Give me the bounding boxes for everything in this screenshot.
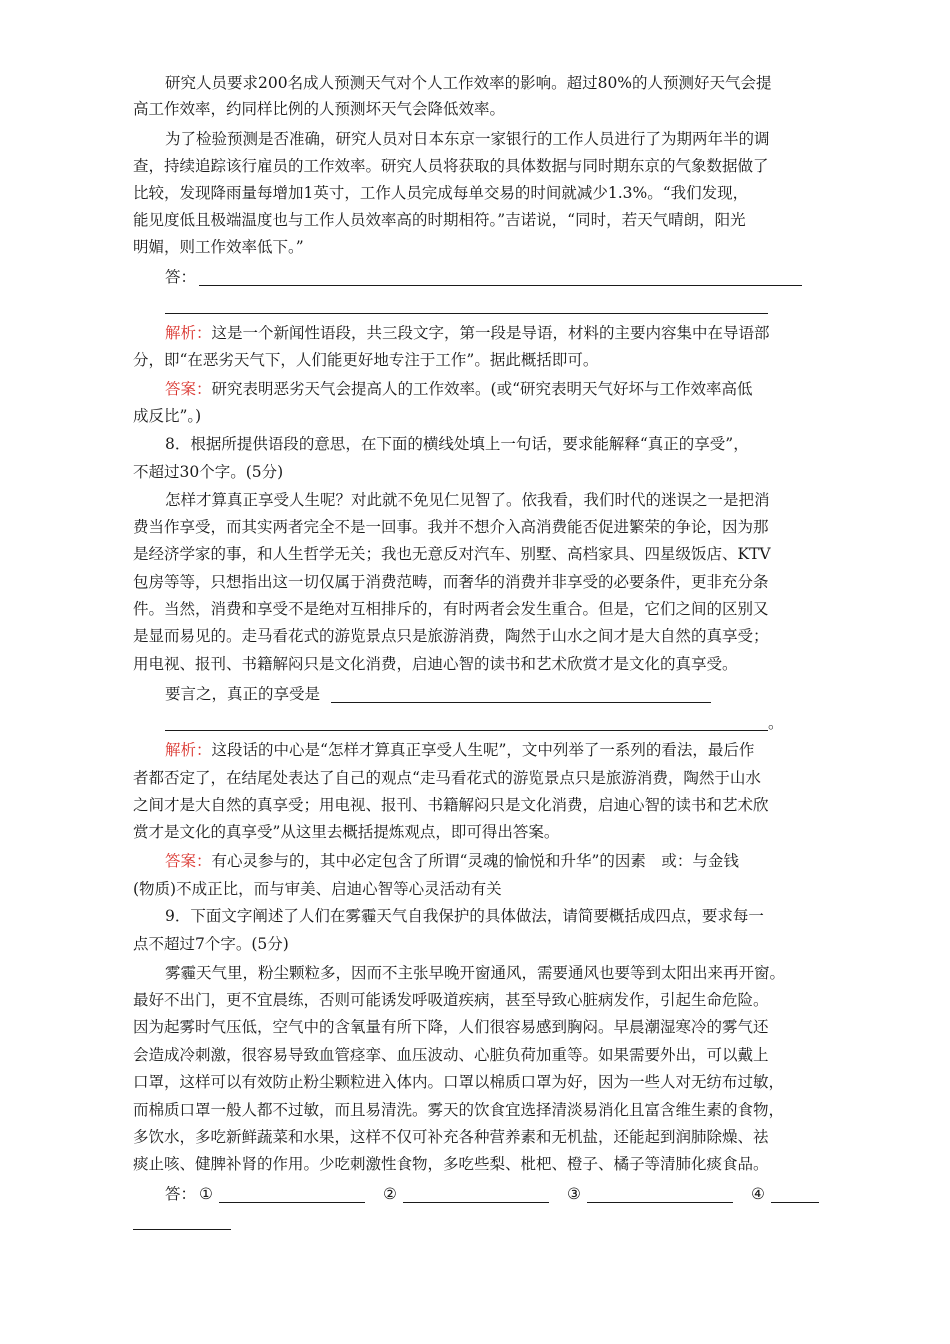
answer7-label: 答： (165, 268, 197, 286)
q8-passage-line: 怎样才算真正享受人生呢？对此就不免见仁见智了。依我看，我们时代的迷误之一是把消 (165, 491, 770, 509)
passage7-line: 能见度低且极端温度也与工作人员效率高的时期相符。”吉诺说，“同时，若天气晴朗，阳光 (133, 211, 746, 229)
q9-stem-line: 点不超过7个字。(5分) (133, 935, 289, 953)
passage7-line: 为了检验预测是否准确，研究人员对日本东京一家银行的工作人员进行了为期两年半的调 (165, 130, 770, 148)
analysis7-line (165, 322, 770, 344)
key8-line (165, 850, 739, 872)
analysis8-line (165, 739, 754, 761)
q9-passage-line: 痰止咳、健脾补肾的作用。少吃刺激性食物，多吃些梨、枇杷、橙子、橘子等清肺化痰食品。 (133, 1155, 769, 1173)
key7-line: 成反比”。) (133, 407, 202, 425)
answer7-blank-line[interactable] (165, 313, 768, 314)
passage7-line: 比较，发现降雨量每增加1英寸，工作人员完成每单交易的时间就减少1.3%。“我们发现， (133, 184, 749, 202)
q9-marker-4: ④ (751, 1185, 765, 1203)
q9-blank-4[interactable] (771, 1202, 819, 1203)
q9-blank-2[interactable] (403, 1202, 549, 1203)
key7-line (165, 378, 753, 400)
q8-fill-prefix: 要言之，真正的享受是 (165, 685, 321, 703)
passage7-line: 明媚，则工作效率低下。” (133, 238, 304, 256)
q8-stem-line: 不超过30个字。(5分) (133, 463, 284, 481)
q9-passage-line: 因为起雾时气压低，空气中的含氧量有所下降，人们很容易感到胸闷。早晨潮湿寒冷的雾气还 (133, 1018, 769, 1036)
q9-blank-1[interactable] (219, 1202, 365, 1203)
q8-passage-line: 包房等等，只想指出这一切仅属于消费范畴，而奢华的消费并非享受的必要条件，更非充分条 (133, 573, 769, 591)
q9-marker-3: ③ (567, 1185, 581, 1203)
q9-passage-line: 而棉质口罩一般人都不过敏，而且易清洗。雾天的饮食宜选择清淡易消化且富含维生素的食物， (133, 1101, 785, 1119)
passage7-line: 研究人员要求200名成人预测天气对个人工作效率的影响。超过80%的人预测好天气会提 (165, 74, 772, 92)
answer7-blank-line[interactable] (199, 285, 802, 286)
analysis-label: 解析： (165, 324, 212, 342)
q8-passage-line: 件。当然，消费和享受不是绝对互相排斥的，有时两者会发生重合。但是，它们之间的区别又 (133, 600, 769, 618)
q9-marker-1: ① (199, 1185, 213, 1203)
q8-fill-end: 。 (768, 714, 784, 732)
passage7-line: 查，持续追踪该行雇员的工作效率。研究人员将获取的具体数据与同时期东京的气象数据做了 (133, 157, 769, 175)
q9-blank-4-cont[interactable] (133, 1229, 231, 1230)
q8-passage-line: 是经济学家的事，和人生哲学无关；我也无意反对汽车、别墅、高档家具、四星级饭店、KTV (133, 545, 771, 563)
q9-passage-line: 口罩，这样可以有效防止粉尘颗粒进入体内。口罩以棉质口罩为好，因为一些人对无纺布过敏， (133, 1073, 785, 1091)
key-text: 有心灵参与的，其中必定包含了所谓“灵魂的愉悦和升华”的因素 或：与金钱 (211, 852, 739, 870)
analysis8-line: 赏才是文化的真享受”从这里去概括提炼观点，即可得出答案。 (133, 823, 560, 841)
passage7-line: 高工作效率，约同样比例的人预测坏天气会降低效率。 (133, 100, 506, 118)
q8-fill-blank[interactable] (165, 730, 768, 731)
q8-passage-line: 是显而易见的。走马看花式的游览景点只是旅游消费，陶然于山水之间才是大自然的真享受； (133, 627, 769, 645)
analysis8-line: 之间才是大自然的真享受；用电视、报刊、书籍解闷只是文化消费，启迪心智的读书和艺术欣 (133, 796, 769, 814)
q9-stem-line: 9．下面文字阐述了人们在雾霾天气自我保护的具体做法，请简要概括成四点，要求每一 (165, 907, 764, 925)
q9-answer-label: 答： (165, 1185, 197, 1203)
q9-blank-3[interactable] (587, 1202, 733, 1203)
q9-passage-line: 最好不出门，更不宜晨练，否则可能诱发呼吸道疾病，甚至导致心脏病发作，引起生命危险。 (133, 991, 769, 1009)
analysis-label: 解析： (165, 741, 212, 759)
analysis-text: 这是一个新闻性语段，共三段文字，第一段是导语，材料的主要内容集中在导语部 (211, 324, 770, 342)
q8-fill-blank[interactable] (331, 702, 711, 703)
q8-passage-line: 费当作享受，而其实两者完全不是一回事。我并不想介入高消费能否促进繁荣的争论，因为那 (133, 518, 769, 536)
key8-line: (物质)不成正比，而与审美、启迪心智等心灵活动有关 (133, 880, 502, 898)
analysis7-line: 分，即“在恶劣天气下，人们能更好地专注于工作”。据此概括即可。 (133, 351, 599, 369)
q9-passage-line: 雾霾天气里，粉尘颗粒多，因而不主张早晚开窗通风，需要通风也要等到太阳出来再开窗。 (165, 964, 786, 982)
key-text: 研究表明恶劣天气会提高人的工作效率。(或“研究表明天气好坏与工作效率高低 (211, 380, 753, 398)
key-label: 答案： (165, 852, 212, 870)
q9-marker-2: ② (383, 1185, 397, 1203)
q9-passage-line: 多饮水，多吃新鲜蔬菜和水果，这样不仅可补充各种营养素和无机盐，还能起到润肺除燥、祛 (133, 1128, 769, 1146)
q9-passage-line: 会造成冷刺激，很容易导致血管痉挛、血压波动、心脏负荷加重等。如果需要外出，可以戴上 (133, 1046, 769, 1064)
q8-passage-line: 用电视、报刊、书籍解闷只是文化消费，启迪心智的读书和艺术欣赏才是文化的真享受。 (133, 655, 738, 673)
q8-stem-line: 8．根据所提供语段的意思，在下面的横线处填上一句话，要求能解释“真正的享受”， (165, 435, 749, 453)
analysis-text: 这段话的中心是“怎样才算真正享受人生呢”，文中列举了一系列的看法，最后作 (211, 741, 755, 759)
key-label: 答案： (165, 380, 212, 398)
analysis8-line: 者都否定了，在结尾处表达了自己的观点“走马看花式的游览景点只是旅游消费，陶然于山水 (133, 769, 761, 787)
